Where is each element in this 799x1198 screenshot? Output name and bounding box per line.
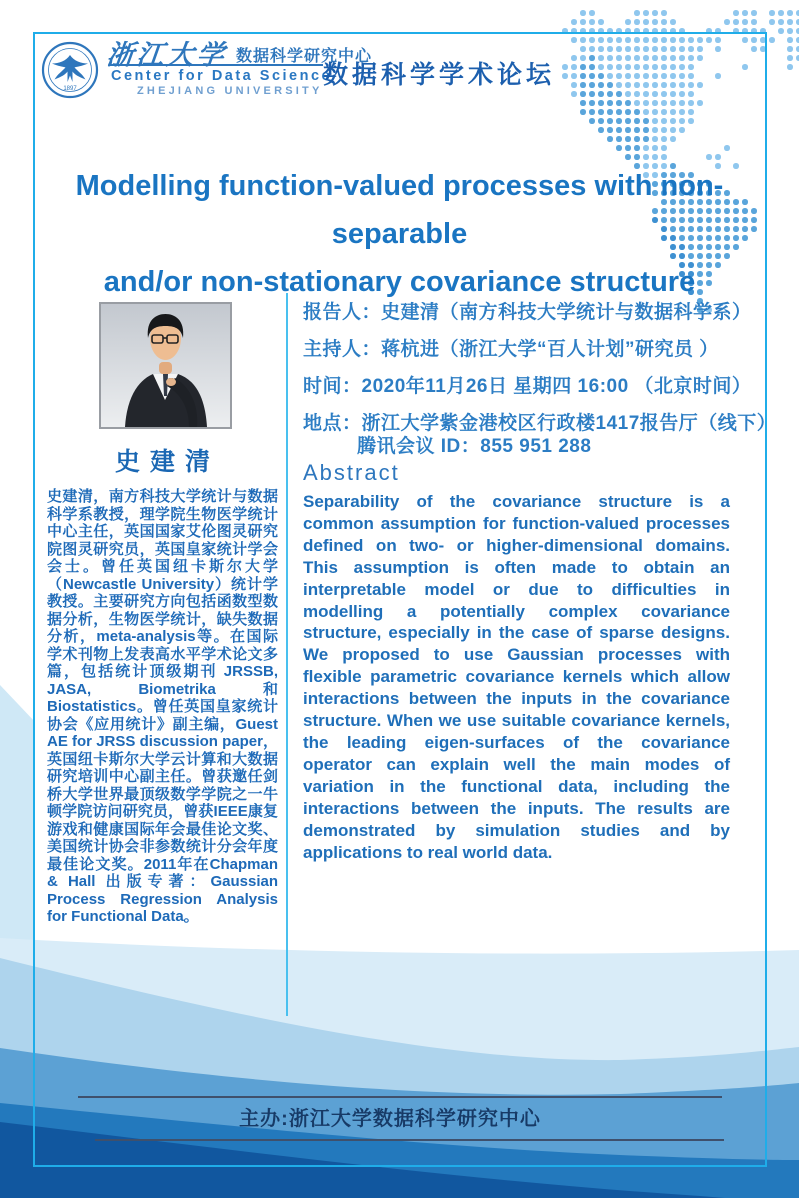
university-name-calligraphy: 浙江大学 — [105, 40, 229, 70]
abstract-body: Separability of the covariance structure is a common assumption for function-valued processes defined on two- or higher-dimensional domains. This assumption is often made to obtain an interpretable model or due to difficulties in modelling a potentially complex covariance structure, especially in the case of sparse designs. We proposed to use Gaussian processes with flexible parametric covariance kernels which allow interactions between the inputs in the covariance structure. When we use suitable covariance kernels, the leading eigen-surfaces of the covariance operator can explain well the main modes of variation in the functional data, including the interactions between the inputs. The results are demonstrated by simulation studies and by applications to real world data. — [303, 492, 730, 862]
detail-speaker-label: 报告人： — [303, 302, 382, 323]
detail-host — [303, 334, 759, 361]
university-name-en: ZHEJIANG UNIVERSITY — [137, 85, 323, 97]
talk-title-line1: Modelling function-valued processes with non-separable — [75, 170, 724, 250]
detail-time — [303, 371, 759, 398]
abstract-heading: Abstract — [303, 460, 400, 485]
speaker-bio: 史建清，南方科技大学统计与数据科学系教授，理学院生物医学统计中心主任，英国国家艾伦图灵研究院图灵研究员，英国皇家统计学会会士。曾任英国纽卡斯尔大学（Newcastle University）统计学教授。主要研究方向包括函数型数据分析，生物医学统计，缺失数据分析，meta-analysis等。在国际学术刊物上发表高水平学术论文多篇，包括统计顶级期刊 JRSSB, JASA, Biometrika 和Biostatistics。曾任英国皇家统计协会《应用统计》副主编，Guest AE for JRSS discussion paper，英国纽卡斯尔大学云计算和大数据研究培训中心副主任。曾获邀任剑桥大学世界最顶级数学学院之一牛顿学院访问研究员，曾获IEEE康复游戏和健康国际年会最佳论文奖、美国统计协会非参数统计分会年度最佳论文奖。2011年在Chapman & Hall 出版专著：Gaussian Process Regression Analysis for Functional Data。 — [47, 488, 278, 925]
center-name-cn: 数据科学研究中心 — [236, 48, 373, 65]
column-divider-line — [286, 293, 288, 1016]
detail-meeting-value: 855 951 288 — [480, 436, 592, 457]
speaker-name: 史建清 — [114, 448, 220, 476]
detail-venue-label: 地点： — [303, 413, 362, 434]
forum-title: 数据科学学术论坛 — [323, 62, 556, 89]
zhejiang-university-seal-icon — [41, 41, 99, 99]
talk-title-line2: and/or non-stationary covariance structure — [103, 266, 696, 298]
footer-rule-top — [78, 1096, 722, 1098]
talk-title — [33, 162, 766, 306]
speaker-photo — [99, 302, 232, 429]
detail-speaker — [303, 297, 759, 324]
detail-speaker-value: 史建清（南方科技大学统计与数据科学系） — [381, 302, 752, 323]
seal-year-text: 1897 — [63, 86, 77, 92]
footer-organizer: 主办:浙江大学数据科学研究中心 — [239, 1108, 541, 1130]
detail-host-value: 蒋杭进（浙江大学“百人计划”研究员 ） — [381, 339, 719, 360]
detail-meeting — [303, 431, 799, 458]
detail-host-label: 主持人： — [303, 339, 382, 360]
footer-rule-bottom — [95, 1139, 724, 1141]
center-name-en: Center for Data Science — [111, 68, 333, 84]
detail-meeting-label: 腾讯会议 ID： — [357, 436, 481, 457]
header-underline — [109, 64, 323, 66]
detail-time-label: 时间： — [303, 376, 362, 397]
detail-venue-value: 浙江大学紫金港校区行政楼1417报告厅（线下） — [361, 413, 777, 434]
detail-time-value: 2020年11月26日 星期四 16:00 （北京时间） — [361, 376, 752, 397]
